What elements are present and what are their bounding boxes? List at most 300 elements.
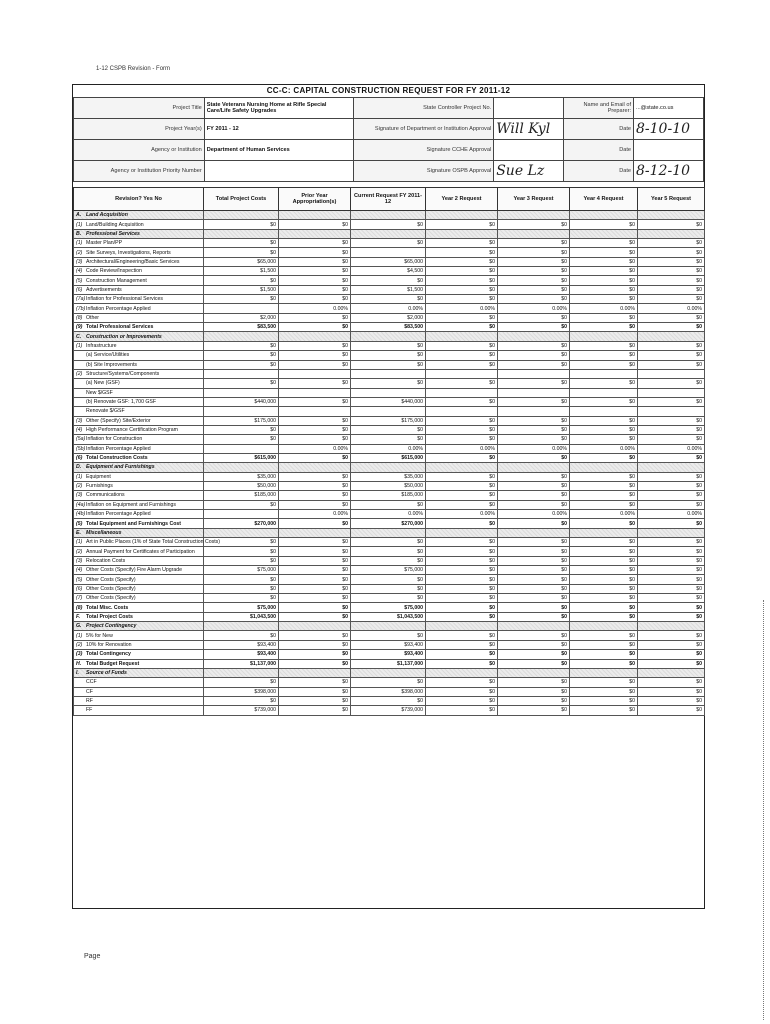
amount-cell: $75,000 — [204, 603, 279, 612]
amount-cell: 0.00% — [426, 304, 498, 313]
amount-cell: $0 — [638, 351, 705, 360]
amount-cell — [638, 668, 705, 677]
amount-cell: $0 — [570, 313, 638, 322]
amount-cell: $0 — [638, 566, 705, 575]
amount-cell: $0 — [638, 239, 705, 248]
cche-signature-label: Signature CCHE Approval — [354, 140, 494, 161]
budget-body — [74, 211, 705, 716]
amount-cell: 0.00% — [498, 444, 570, 453]
amount-cell: 0.00% — [351, 444, 426, 453]
amount-cell — [351, 407, 426, 416]
amount-cell — [426, 229, 498, 238]
amount-cell: $0 — [426, 323, 498, 332]
row-code: A. — [76, 212, 82, 219]
amount-cell — [279, 229, 351, 238]
amount-cell: $0 — [498, 491, 570, 500]
table-row — [74, 248, 705, 257]
amount-cell: $0 — [498, 603, 570, 612]
amount-cell: $270,000 — [351, 519, 426, 528]
amount-cell — [279, 407, 351, 416]
table-row — [74, 407, 705, 416]
row-label: Other Costs (Specify) Fire Alarm Upgrade — [86, 567, 182, 574]
amount-cell: $0 — [279, 547, 351, 556]
table-row — [74, 267, 705, 276]
amount-cell: 0.00% — [638, 304, 705, 313]
amount-cell: $0 — [351, 425, 426, 434]
amount-cell: $0 — [351, 276, 426, 285]
row-label-cell — [74, 528, 204, 537]
amount-cell: $0 — [570, 285, 638, 294]
date-value-3: 8-12-10 — [634, 161, 704, 182]
amount-cell: $0 — [638, 276, 705, 285]
amount-cell — [279, 668, 351, 677]
row-label: Other Costs (Specify) — [86, 576, 136, 583]
amount-cell — [351, 211, 426, 220]
table-row — [74, 687, 705, 696]
row-label-cell — [74, 575, 204, 584]
amount-cell: $615,000 — [204, 453, 279, 462]
row-label: Annual Payment for Certificates of Participation — [86, 548, 195, 555]
table-row — [74, 239, 705, 248]
amount-cell: $0 — [570, 472, 638, 481]
amount-cell — [570, 369, 638, 378]
amount-cell — [279, 332, 351, 341]
amount-cell: 0.00% — [638, 444, 705, 453]
row-label-cell — [74, 631, 204, 640]
row-label-cell — [74, 668, 204, 677]
amount-cell: $0 — [351, 379, 426, 388]
budget-table — [73, 187, 705, 716]
amount-cell — [498, 388, 570, 397]
amount-cell: $93,400 — [351, 640, 426, 649]
row-code: (2) — [76, 371, 83, 378]
total-row — [74, 650, 705, 659]
amount-cell: $0 — [638, 603, 705, 612]
amount-cell: $0 — [498, 481, 570, 490]
amount-cell: $93,400 — [204, 650, 279, 659]
amount-cell: 0.00% — [279, 304, 351, 313]
amount-cell: $0 — [279, 631, 351, 640]
amount-cell: $0 — [498, 472, 570, 481]
amount-cell: $0 — [279, 678, 351, 687]
amount-cell: $0 — [426, 351, 498, 360]
row-label: Art in Public Places (1% of State Total Construction Costs) — [86, 539, 220, 546]
row-label: Total Equipment and Furnishings Cost — [86, 520, 182, 527]
project-year-value: FY 2011 - 12 — [204, 119, 354, 140]
amount-cell: $0 — [279, 472, 351, 481]
amount-cell: $0 — [204, 360, 279, 369]
form-header-table — [73, 97, 704, 182]
amount-cell: $0 — [426, 239, 498, 248]
amount-cell — [426, 668, 498, 677]
row-label-cell — [74, 229, 204, 238]
amount-cell: $0 — [426, 397, 498, 406]
amount-cell — [351, 622, 426, 631]
amount-cell: $0 — [570, 631, 638, 640]
amount-cell — [351, 248, 426, 257]
row-label-cell — [74, 444, 204, 453]
amount-cell — [204, 668, 279, 677]
table-row — [74, 678, 705, 687]
amount-cell: 0.00% — [570, 304, 638, 313]
row-code: (3) — [76, 417, 83, 424]
table-row — [74, 397, 705, 406]
amount-cell: $0 — [351, 678, 426, 687]
row-label: RF — [86, 698, 93, 705]
amount-cell: $0 — [204, 500, 279, 509]
amount-cell: $0 — [279, 239, 351, 248]
amount-cell: $0 — [426, 276, 498, 285]
amount-cell — [498, 229, 570, 238]
amount-cell: $0 — [351, 631, 426, 640]
amount-cell: 0.00% — [426, 444, 498, 453]
date-label-1: Date — [564, 119, 634, 140]
amount-cell — [426, 622, 498, 631]
row-label: Total Construction Costs — [86, 455, 148, 462]
row-label: Inflation for Construction — [86, 436, 143, 443]
row-label-cell — [74, 519, 204, 528]
amount-cell: $0 — [570, 351, 638, 360]
amount-cell: $0 — [351, 341, 426, 350]
table-row — [74, 416, 705, 425]
amount-cell: $0 — [498, 248, 570, 257]
amount-cell: $0 — [638, 640, 705, 649]
amount-cell: $0 — [638, 481, 705, 490]
amount-cell: $0 — [426, 538, 498, 547]
row-code: (1) — [76, 240, 83, 247]
amount-cell: $0 — [570, 556, 638, 565]
row-code: (5) — [76, 576, 83, 583]
amount-cell: $83,500 — [204, 323, 279, 332]
row-label: Other — [86, 314, 99, 321]
row-code: (1) — [76, 342, 83, 349]
amount-cell: $0 — [638, 547, 705, 556]
amount-cell: $75,000 — [204, 566, 279, 575]
row-label: Land/Building Acquisition — [86, 221, 144, 228]
row-label: (b) Site Improvements — [86, 361, 138, 368]
table-row — [74, 510, 705, 519]
amount-cell: $0 — [570, 360, 638, 369]
amount-cell: $0 — [204, 220, 279, 229]
amount-cell: $0 — [279, 687, 351, 696]
amount-cell: $0 — [498, 295, 570, 304]
row-label-cell — [74, 696, 204, 705]
row-label: Infrastructure — [86, 342, 117, 349]
amount-cell: $0 — [570, 519, 638, 528]
row-label: Communications — [86, 492, 125, 499]
amount-cell: $0 — [426, 566, 498, 575]
col-header: Total Project Costs — [204, 188, 279, 211]
amount-cell: $0 — [570, 640, 638, 649]
row-label-cell — [74, 510, 204, 519]
amount-cell — [351, 388, 426, 397]
amount-cell: $1,500 — [204, 285, 279, 294]
amount-cell — [638, 332, 705, 341]
row-code: I. — [76, 670, 79, 677]
row-code: D. — [76, 464, 82, 471]
amount-cell: $0 — [570, 678, 638, 687]
amount-cell: $65,000 — [204, 257, 279, 266]
amount-cell: $0 — [498, 257, 570, 266]
amount-cell — [204, 229, 279, 238]
amount-cell: $0 — [351, 239, 426, 248]
row-code: (9) — [76, 324, 83, 331]
amount-cell: $0 — [204, 295, 279, 304]
dept-signature-label: Signature of Department or Institution Approval — [354, 119, 494, 140]
amount-cell: $0 — [279, 267, 351, 276]
amount-cell: $0 — [426, 481, 498, 490]
amount-cell: $75,000 — [351, 566, 426, 575]
table-row — [74, 491, 705, 500]
row-label: Total Misc. Costs — [86, 604, 129, 611]
amount-cell: $0 — [638, 397, 705, 406]
amount-cell: $0 — [638, 612, 705, 621]
amount-cell: $0 — [279, 248, 351, 257]
amount-cell — [498, 407, 570, 416]
row-label: Total Project Costs — [86, 613, 133, 620]
section-row — [74, 668, 705, 677]
row-label: Total Budget Request — [86, 660, 140, 667]
total-row — [74, 519, 705, 528]
amount-cell: $0 — [570, 248, 638, 257]
amount-cell: $35,000 — [351, 472, 426, 481]
amount-cell: $0 — [570, 379, 638, 388]
amount-cell: $0 — [351, 584, 426, 593]
amount-cell: $175,000 — [351, 416, 426, 425]
row-code: (3) — [76, 492, 83, 499]
amount-cell: $0 — [638, 472, 705, 481]
amount-cell: $0 — [498, 416, 570, 425]
amount-cell: $0 — [426, 425, 498, 434]
preparer-label: Name and Email of Preparer: — [564, 98, 634, 119]
amount-cell: $0 — [279, 575, 351, 584]
amount-cell: $0 — [638, 706, 705, 715]
row-label: Land Acquisition — [86, 212, 128, 219]
amount-cell: $83,500 — [351, 323, 426, 332]
amount-cell: $0 — [638, 687, 705, 696]
row-label: Code Review/Inspection — [86, 268, 142, 275]
row-code: (5) — [76, 277, 83, 284]
section-row — [74, 463, 705, 472]
amount-cell: $50,000 — [204, 481, 279, 490]
row-label-cell — [74, 416, 204, 425]
table-row — [74, 220, 705, 229]
amount-cell: $0 — [570, 491, 638, 500]
agency-label: Agency or Institution — [74, 140, 205, 161]
amount-cell: $0 — [426, 706, 498, 715]
table-row — [74, 276, 705, 285]
row-code: (7) — [76, 595, 83, 602]
amount-cell: $0 — [426, 257, 498, 266]
amount-cell: 0.00% — [351, 304, 426, 313]
row-label: Other Costs (Specify) — [86, 595, 136, 602]
row-code: (2) — [76, 548, 83, 555]
scan-edge-mark — [763, 600, 768, 1020]
amount-cell: $1,500 — [204, 267, 279, 276]
amount-cell: $0 — [426, 313, 498, 322]
total-row — [74, 453, 705, 462]
row-code: B. — [76, 230, 82, 237]
amount-cell — [351, 332, 426, 341]
amount-cell: $0 — [279, 435, 351, 444]
amount-cell: $0 — [426, 435, 498, 444]
amount-cell: $0 — [279, 425, 351, 434]
amount-cell — [426, 407, 498, 416]
amount-cell: $0 — [204, 556, 279, 565]
amount-cell: $0 — [498, 687, 570, 696]
amount-cell: 0.00% — [279, 444, 351, 453]
controller-project-label: State Controller Project No. — [354, 98, 494, 119]
project-title-value: State Veterans Nursing Home at Rifle Special Care/Life Safety Upgrades — [204, 98, 354, 119]
amount-cell — [204, 369, 279, 378]
col-header: Prior Year Appropriation(s) — [279, 188, 351, 211]
amount-cell: $0 — [426, 584, 498, 593]
amount-cell: $440,000 — [351, 397, 426, 406]
section-row — [74, 229, 705, 238]
amount-cell: $0 — [426, 491, 498, 500]
amount-cell: $0 — [426, 360, 498, 369]
table-row — [74, 341, 705, 350]
amount-cell: $0 — [279, 696, 351, 705]
amount-cell: $0 — [498, 575, 570, 584]
amount-cell: $0 — [638, 556, 705, 565]
amount-cell: $0 — [638, 650, 705, 659]
amount-cell: $93,400 — [204, 640, 279, 649]
amount-cell: $0 — [279, 612, 351, 621]
col-header: Year 4 Request — [570, 188, 638, 211]
amount-cell: $0 — [638, 631, 705, 640]
row-code: (6) — [76, 585, 83, 592]
amount-cell — [426, 388, 498, 397]
amount-cell: $0 — [426, 379, 498, 388]
amount-cell: $0 — [204, 594, 279, 603]
budget-header-row — [74, 188, 705, 211]
amount-cell: $0 — [638, 696, 705, 705]
amount-cell: $0 — [498, 640, 570, 649]
amount-cell: $0 — [570, 612, 638, 621]
amount-cell — [638, 388, 705, 397]
amount-cell: $0 — [638, 425, 705, 434]
amount-cell — [351, 528, 426, 537]
row-label: FF — [86, 707, 93, 714]
amount-cell: $0 — [638, 584, 705, 593]
row-code: C. — [76, 333, 82, 340]
amount-cell: $0 — [279, 566, 351, 575]
amount-cell: $0 — [351, 547, 426, 556]
amount-cell: 0.00% — [351, 510, 426, 519]
amount-cell: $0 — [426, 295, 498, 304]
row-code: (4) — [76, 427, 83, 434]
amount-cell — [426, 332, 498, 341]
dept-signature: Will Kyl — [494, 119, 564, 140]
amount-cell: $0 — [638, 500, 705, 509]
table-row — [74, 556, 705, 565]
amount-cell: $0 — [279, 360, 351, 369]
amount-cell — [279, 369, 351, 378]
amount-cell: $0 — [426, 519, 498, 528]
table-row — [74, 257, 705, 266]
amount-cell — [279, 463, 351, 472]
amount-cell: $0 — [351, 575, 426, 584]
amount-cell — [638, 229, 705, 238]
amount-cell: $0 — [204, 276, 279, 285]
amount-cell: $35,000 — [204, 472, 279, 481]
row-code: (4) — [76, 567, 83, 574]
table-row — [74, 640, 705, 649]
amount-cell: $0 — [638, 519, 705, 528]
row-label-cell — [74, 566, 204, 575]
row-label-cell — [74, 323, 204, 332]
row-code: F. — [76, 613, 81, 620]
col-header: Year 3 Request — [498, 188, 570, 211]
row-label-cell — [74, 472, 204, 481]
amount-cell: $0 — [498, 556, 570, 565]
amount-cell: $0 — [426, 416, 498, 425]
amount-cell — [498, 463, 570, 472]
amount-cell — [204, 304, 279, 313]
row-label: Furnishings — [86, 483, 113, 490]
amount-cell: $0 — [498, 566, 570, 575]
row-label-cell — [74, 687, 204, 696]
amount-cell: $0 — [279, 453, 351, 462]
row-label-cell — [74, 369, 204, 378]
table-row — [74, 706, 705, 715]
row-label-cell — [74, 276, 204, 285]
row-code: (2) — [76, 249, 83, 256]
row-label: CF — [86, 688, 93, 695]
row-code: (3) — [76, 651, 83, 658]
amount-cell: $0 — [498, 397, 570, 406]
amount-cell: $0 — [279, 481, 351, 490]
amount-cell: $0 — [498, 351, 570, 360]
table-row — [74, 575, 705, 584]
row-label-cell — [74, 500, 204, 509]
table-row — [74, 295, 705, 304]
row-label: Site Surveys, Investigations, Reports — [86, 249, 171, 256]
amount-cell: $0 — [570, 584, 638, 593]
amount-cell — [426, 369, 498, 378]
priority-label: Agency or Institution Priority Number — [74, 161, 205, 182]
date-label-3: Date — [564, 161, 634, 182]
amount-cell: $0 — [638, 659, 705, 668]
row-label-cell — [74, 388, 204, 397]
table-row — [74, 304, 705, 313]
amount-cell: 0.00% — [638, 510, 705, 519]
amount-cell: $0 — [638, 538, 705, 547]
row-label-cell — [74, 220, 204, 229]
amount-cell: $0 — [279, 706, 351, 715]
table-row — [74, 388, 705, 397]
amount-cell — [570, 668, 638, 677]
amount-cell: $0 — [351, 556, 426, 565]
row-label-cell — [74, 407, 204, 416]
amount-cell: $0 — [570, 397, 638, 406]
row-label-cell — [74, 304, 204, 313]
amount-cell: $0 — [498, 276, 570, 285]
amount-cell: $0 — [498, 379, 570, 388]
row-code: (5b) — [76, 445, 86, 452]
amount-cell: $0 — [279, 650, 351, 659]
amount-cell: $0 — [351, 538, 426, 547]
amount-cell: $50,000 — [351, 481, 426, 490]
amount-cell: $0 — [498, 612, 570, 621]
amount-cell: $0 — [498, 285, 570, 294]
amount-cell — [570, 211, 638, 220]
amount-cell — [204, 407, 279, 416]
amount-cell — [570, 528, 638, 537]
amount-cell: $0 — [570, 323, 638, 332]
amount-cell: $0 — [638, 594, 705, 603]
